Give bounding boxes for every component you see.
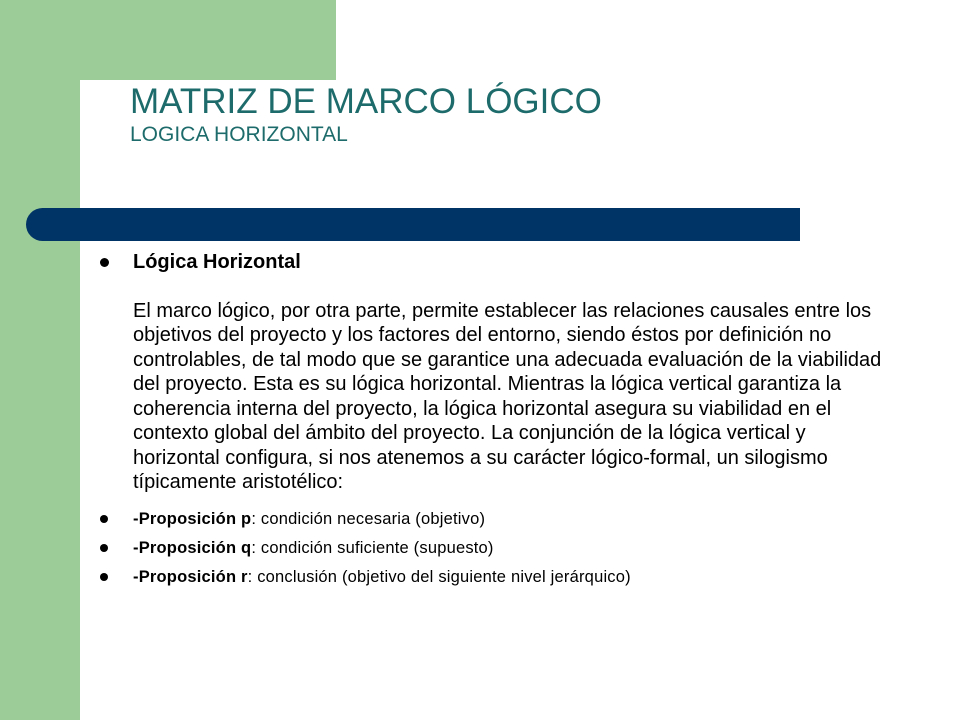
sidebar-decoration <box>0 0 80 720</box>
title-block <box>130 82 602 148</box>
proposition-label: -Proposición q <box>133 538 252 557</box>
body-paragraph: El marco lógico, por otra parte, permite establecer las relaciones causales entre los objetivos del proyecto y los factores del entorno, siendo éstos por definición no controlables, de tal modo que se garantice una adecuada evaluación de la viabilidad del proyecto. Esta es su lógica horizontal. Mientras la lógica vertical garantiza la coherencia interna del proyecto, la lógica horizontal asegura su viabilidad en el contexto global del ámbito del proyecto. La conjunción de la lógica vertical y horizontal configura, si nos atenemos a su carácter lógico-formal, un silogismo típicamente aristotélico: <box>133 299 882 493</box>
list-item <box>100 509 890 529</box>
proposition-text: : condición necesaria (objetivo) <box>251 509 486 528</box>
proposition-label: -Proposición r <box>133 567 248 586</box>
slide-title: MATRIZ DE MARCO LÓGICO <box>130 82 602 121</box>
bullet-icon <box>100 258 109 267</box>
proposition-text: : condición suficiente (supuesto) <box>251 538 494 557</box>
proposition-label: -Proposición p <box>133 509 252 528</box>
slide-subtitle: LOGICA HORIZONTAL <box>130 123 348 146</box>
bullet-icon <box>100 544 108 552</box>
list-item <box>100 250 890 495</box>
proposition-text: : conclusión (objetivo del siguiente nivel jerárquico) <box>247 567 631 586</box>
slide-content <box>100 250 890 587</box>
list-item <box>100 567 890 587</box>
list-item <box>100 538 890 558</box>
bullet-icon <box>100 573 108 581</box>
title-rule <box>26 208 800 241</box>
header-decoration <box>80 0 336 80</box>
section-heading: Lógica Horizontal <box>133 251 301 273</box>
bullet-icon <box>100 515 108 523</box>
